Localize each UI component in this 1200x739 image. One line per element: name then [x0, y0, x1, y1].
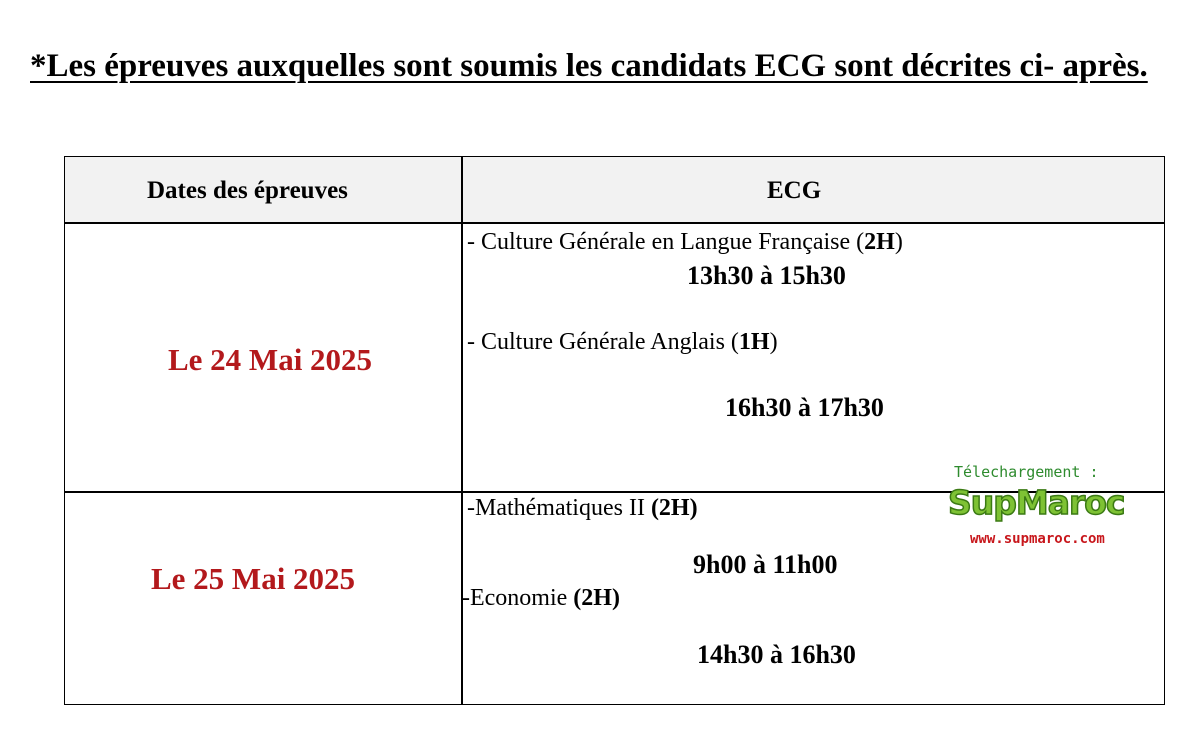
exam-name: - Culture Générale Anglais ( [467, 329, 739, 355]
exam-duration: (2H) [650, 495, 698, 521]
row-date: Le 25 Mai 2025 [151, 561, 356, 596]
exam-suffix: ) [769, 329, 778, 355]
exam-time: 16h30 à 17h30 [725, 393, 884, 422]
row-date: Le 24 Mai 2025 [168, 342, 373, 377]
supmaroc-logo: SupMaroc [948, 483, 1125, 522]
exam-duration: (2H) [573, 585, 620, 611]
exam-name: - Culture Générale en Langue Française ( [467, 229, 865, 255]
exam-line [467, 229, 903, 256]
exam-time: 9h00 à 11h00 [693, 550, 838, 579]
exam-line [467, 329, 778, 356]
header-divider [65, 222, 1164, 224]
exam-line [462, 585, 620, 612]
header-ecg: ECG [767, 177, 822, 204]
exam-duration: 2H [864, 229, 895, 255]
supmaroc-watermark [944, 463, 1156, 553]
exam-schedule-table [64, 156, 1165, 705]
exam-time: 13h30 à 15h30 [687, 261, 846, 290]
exam-name: -Mathématiques II [467, 495, 651, 521]
exam-suffix: ) [894, 229, 903, 255]
exam-duration: 1H [738, 329, 770, 355]
exam-line [467, 495, 698, 522]
column-divider [461, 157, 463, 704]
header-dates: Dates des épreuves [147, 177, 348, 204]
exam-time: 14h30 à 16h30 [697, 640, 856, 669]
exam-name: -Economie [462, 585, 574, 611]
page-heading: *Les épreuves auxquelles sont soumis les candidats ECG sont décrites ci- après. [30, 48, 1148, 84]
watermark-url: www.supmaroc.com [970, 531, 1105, 547]
watermark-caption: Télechargement : [954, 463, 1099, 481]
